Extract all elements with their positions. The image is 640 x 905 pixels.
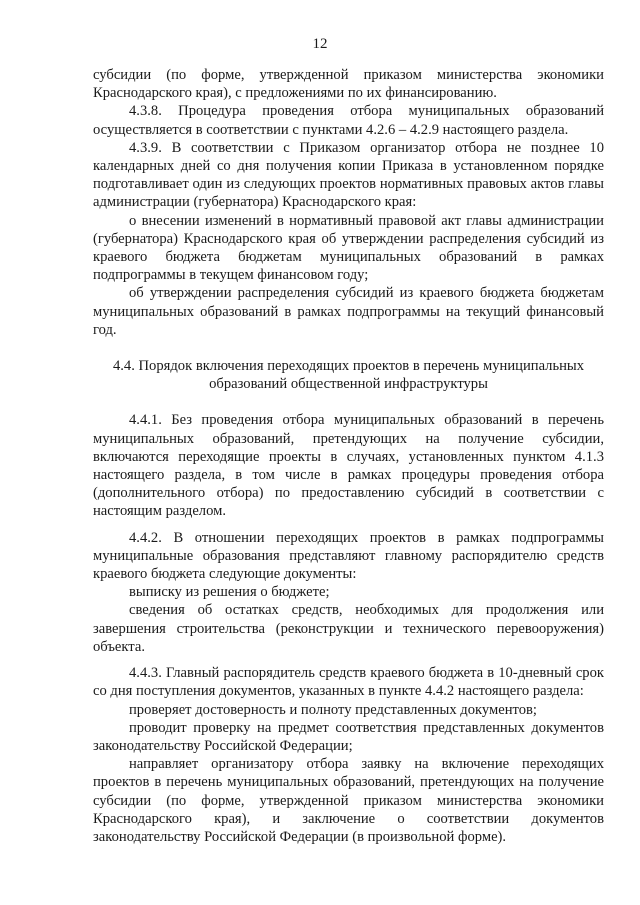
paragraph-4-3-8: 4.3.8. Процедура проведения отбора муниципальных образований осуществляется в соответствии с пунктами 4.2.6 – 4.2.9 настоящего раздела. bbox=[93, 103, 604, 138]
document-body bbox=[93, 66, 604, 846]
list-item-funds-balance: сведения об остатках средств, необходимых для продолжения или завершения строительства (реконструкции и технического перевооружения) объекта. bbox=[93, 602, 604, 655]
list-item-budget-extract: выписку из решения о бюджете; bbox=[129, 584, 330, 601]
section-heading-4-4: 4.4. Порядок включения переходящих проектов в перечень муниципальных образований общественной инфраструктуры bbox=[112, 358, 585, 393]
spacer bbox=[93, 521, 604, 529]
paragraph-4-3-9: 4.3.9. В соответствии с Приказом организатор отбора не позднее 10 календарных дней со дня получения копии Приказа в установленном порядке подготавливает один из следующих проектов нормативных правовых актов главы администрации (губернатора) Краснодарского края: bbox=[93, 139, 604, 211]
list-item-approval: об утверждении распределения субсидий из краевого бюджета бюджетам муниципальных образований в рамках подпрограммы на текущий финансовый год. bbox=[93, 285, 604, 338]
spacer bbox=[93, 339, 604, 357]
list-item-amendment: о внесении изменений в нормативный правовой акт главы администрации (губернатора) Краснодарского края об утверждении распределения субсидий из краевого бюджета бюджетам муниципальных образований в рамках подпрограммы в текущем финансовом году; bbox=[93, 212, 604, 284]
list-item-check-compliance: проводит проверку на предмет соответствия представленных документов законодательству Российской Федерации; bbox=[93, 719, 604, 754]
list-item-check-completeness: проверяет достоверность и полноту представленных документов; bbox=[129, 701, 537, 718]
paragraph-4-4-2: 4.4.2. В отношении переходящих проектов в рамках подпрограммы муниципальные образования представляют главному распорядителю средств краевого бюджета следующие документы: bbox=[93, 529, 604, 583]
paragraph-4-4-1: 4.4.1. Без проведения отбора муниципальных образований в перечень муниципальных образований, претендующих на получение субсидии, включаются переходящие проекты в случаях, установленных пунктом 4.1.3 настоящего раздела, в том числе в рамках процедуры проведения отбора (дополнительного отбора) по предоставлению субсидий в соответствии с настоящим разделом. bbox=[93, 412, 604, 520]
spacer bbox=[93, 656, 604, 664]
spacer bbox=[93, 393, 604, 411]
list-item-send-application: направляет организатору отбора заявку на включение переходящих проектов в перечень муниципальных образований, претендующих на получение субсидии (по форме, утвержденной приказом министерства экономики Краснодарского края), и заключение о соответствии документов законодательству Российской Федерации (в произвольной форме). bbox=[93, 756, 604, 845]
page-number: 12 bbox=[312, 36, 328, 52]
paragraph-continuation: субсидии (по форме, утвержденной приказом министерства экономики Краснодарского края), с предложениями по их финансированию. bbox=[93, 67, 604, 102]
paragraph-4-4-3: 4.4.3. Главный распорядитель средств краевого бюджета в 10-дневный срок со дня поступления документов, указанных в пункте 4.4.2 настоящего раздела: bbox=[93, 665, 604, 700]
